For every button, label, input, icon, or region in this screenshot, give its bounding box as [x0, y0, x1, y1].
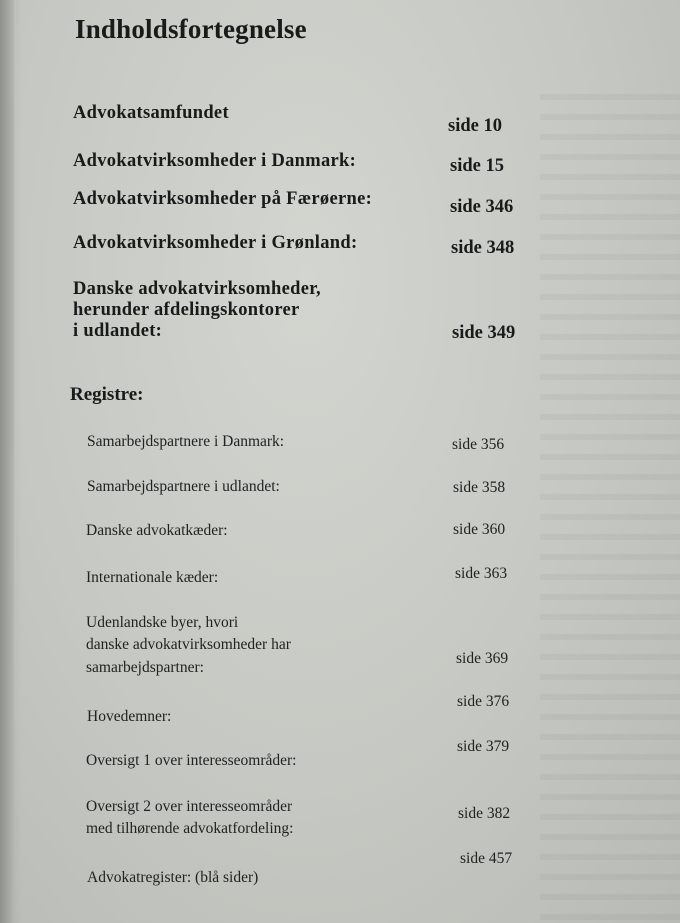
- register-entry-page: side 356: [452, 436, 505, 453]
- register-entry-label: Danske advokatkæder:: [86, 522, 228, 539]
- toc-entry-label-line: herunder afdelingskontorer: [73, 300, 300, 320]
- register-entry-label: Samarbejdspartnere i udlandet:: [87, 478, 280, 495]
- toc-entry-label-line: i udlandet:: [73, 321, 163, 341]
- register-entry-page: side 369: [456, 650, 509, 667]
- register-entry-page: side 376: [457, 693, 510, 710]
- toc-entry-label: Advokatsamfundet: [73, 103, 229, 123]
- register-entry-label: Hovedemner:: [87, 708, 172, 725]
- page-title: Indholdsfortegnelse: [75, 14, 307, 44]
- register-entry-label: Advokatregister: (blå sider): [87, 869, 259, 886]
- register-entry-label-line: danske advokatvirksomheder har: [86, 636, 291, 653]
- toc-entry-label-line: Danske advokatvirksomheder,: [73, 279, 321, 299]
- toc-entry-page: side 10: [448, 116, 502, 136]
- toc-entry-page: side 15: [450, 156, 504, 176]
- show-through-text: [540, 80, 680, 920]
- register-entry-label-line: med tilhørende advokatfordeling:: [86, 820, 294, 837]
- toc-entry-page: side 349: [452, 323, 516, 343]
- register-entry-page: side 382: [458, 805, 511, 822]
- toc-entry-label: Advokatvirksomheder i Danmark:: [73, 151, 357, 171]
- register-entry-page: side 363: [455, 565, 508, 582]
- registers-heading: Registre:: [70, 384, 144, 405]
- toc-entry-label: Advokatvirksomheder på Færøerne:: [73, 189, 373, 209]
- page-gutter-shadow: [0, 0, 14, 923]
- register-entry-label: Internationale kæder:: [86, 569, 219, 586]
- register-entry-label: Oversigt 1 over interesseområder:: [86, 752, 297, 769]
- register-entry-label-line: Udenlandske byer, hvori: [86, 614, 239, 631]
- register-entry-page: side 358: [453, 479, 506, 496]
- register-entry-label-line: Oversigt 2 over interesseområder: [86, 798, 293, 815]
- register-entry-page: side 379: [457, 738, 510, 755]
- toc-entry-page: side 348: [451, 238, 515, 258]
- register-entry-page: side 457: [460, 850, 513, 867]
- toc-entry-page: side 346: [450, 197, 514, 217]
- register-entry-label: Samarbejdspartnere i Danmark:: [87, 433, 285, 450]
- toc-entry-label: Advokatvirksomheder i Grønland:: [73, 233, 358, 253]
- register-entry-label-line: samarbejdspartner:: [86, 659, 204, 676]
- register-entry-page: side 360: [453, 521, 506, 538]
